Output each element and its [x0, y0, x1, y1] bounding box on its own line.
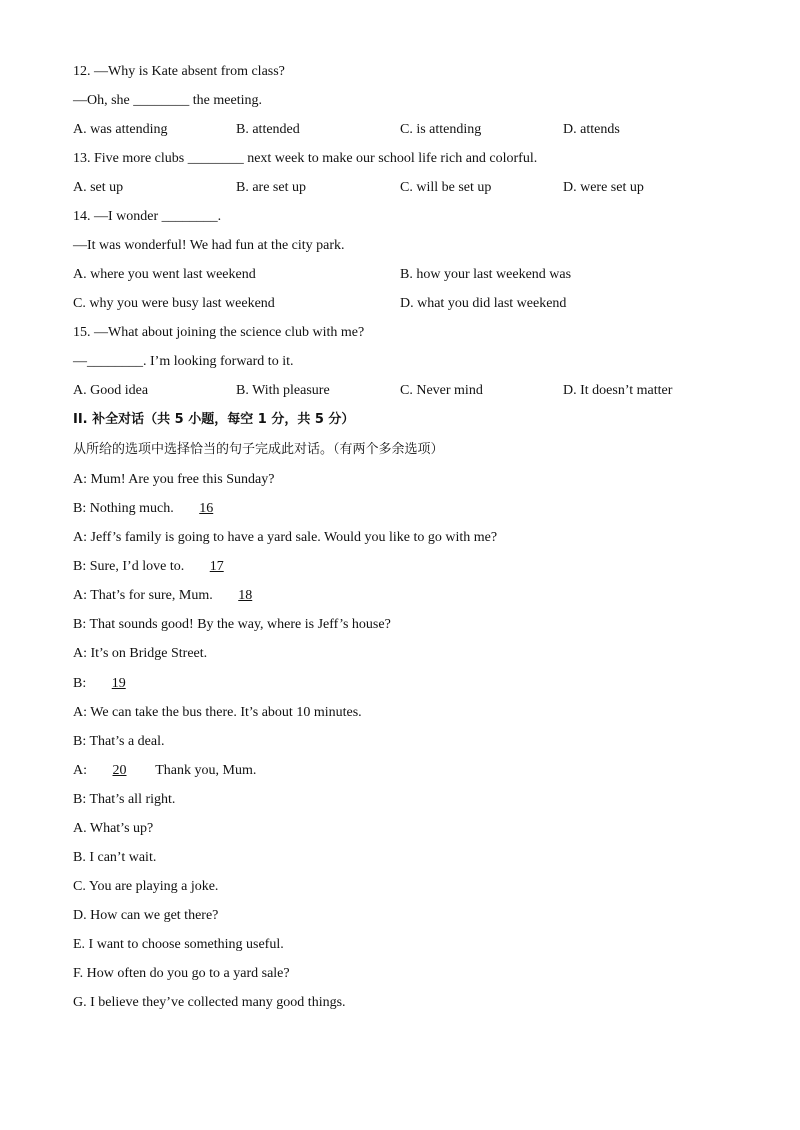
- q14-option-c: C. why you were busy last weekend: [73, 296, 275, 311]
- answer-blank-17: 17: [209, 559, 224, 574]
- dialogue-line: [73, 790, 175, 810]
- q12-option-d: D. attends: [563, 122, 620, 137]
- dialogue-text: A: We can take the bus there. It’s about 10 minutes.: [73, 705, 362, 720]
- dialogue-text: A: That’s for sure, Mum.: [73, 588, 217, 603]
- choice-e: E. I want to choose something useful.: [73, 937, 284, 952]
- q12-option-c: C. is attending: [400, 122, 482, 137]
- choice-c: C. You are playing a joke.: [73, 879, 219, 894]
- q12-reply: —Oh, she ________ the meeting.: [73, 93, 262, 108]
- q15-stem: 15. —What about joining the science club with me?: [73, 325, 365, 340]
- answer-blank-19: 19: [111, 676, 126, 691]
- q13-option-b: B. are set up: [236, 180, 306, 195]
- answer-blank-18: 18: [238, 588, 253, 603]
- dialogue-line: [73, 732, 165, 752]
- choice-f: F. How often do you go to a yard sale?: [73, 966, 290, 981]
- q14-option-d: D. what you did last weekend: [400, 296, 567, 311]
- section-title: II. 补全对话（共 5 小题，每空 1 分，共 5 分）: [73, 412, 355, 427]
- q13-option-a: A. set up: [73, 180, 124, 195]
- choice-a: A. What’s up?: [73, 821, 154, 836]
- q14-stem: 14. —I wonder ________.: [73, 209, 222, 224]
- dialogue-text: Thank you, Mum.: [148, 763, 257, 778]
- q12-option-b: B. attended: [236, 122, 300, 137]
- choice-b: B. I can’t wait.: [73, 850, 157, 865]
- dialogue-line: [73, 761, 256, 781]
- dialogue-text: A: It’s on Bridge Street.: [73, 646, 208, 661]
- dialogue-text: B:: [73, 676, 90, 691]
- dialogue-text: A: Mum! Are you free this Sunday?: [73, 472, 275, 487]
- dialogue-text: A:: [73, 763, 91, 778]
- dialogue-line: [73, 674, 148, 694]
- dialogue-line: [73, 557, 246, 577]
- dialogue-text: B: That’s all right.: [73, 792, 176, 807]
- q14-option-b: B. how your last weekend was: [400, 267, 572, 282]
- q14-option-a: A. where you went last weekend: [73, 267, 256, 282]
- q14-reply: —It was wonderful! We had fun at the city park.: [73, 238, 345, 253]
- q15-option-c: C. Never mind: [400, 383, 483, 398]
- dialogue-text: A: Jeff’s family is going to have a yard sale. Would you like to go with me?: [73, 530, 498, 545]
- answer-blank-16: 16: [199, 501, 214, 516]
- dialogue-text: B: That sounds good! By the way, where is Jeff’s house?: [73, 617, 391, 632]
- q15-option-a: A. Good idea: [73, 383, 149, 398]
- choice-d: D. How can we get there?: [73, 908, 219, 923]
- dialogue-text: B: Nothing much.: [73, 501, 178, 516]
- q12-stem: 12. —Why is Kate absent from class?: [73, 64, 285, 79]
- answer-blank-20: 20: [112, 763, 127, 778]
- q15-option-d: D. It doesn’t matter: [563, 383, 673, 398]
- q13-stem: 13. Five more clubs ________ next week to make our school life rich and colorful.: [73, 151, 538, 166]
- q15-option-b: B. With pleasure: [236, 383, 330, 398]
- q13-option-d: D. were set up: [563, 180, 644, 195]
- dialogue-line: [73, 470, 274, 490]
- q13-option-c: C. will be set up: [400, 180, 492, 195]
- dialogue-line: [73, 644, 207, 664]
- q12-option-a: A. was attending: [73, 122, 168, 137]
- dialogue-line: [73, 586, 274, 606]
- dialogue-line: [73, 703, 362, 723]
- dialogue-text: B: Sure, I’d love to.: [73, 559, 188, 574]
- dialogue-line: [73, 615, 391, 635]
- dialogue-line: [73, 499, 235, 519]
- choice-g: G. I believe they’ve collected many good things.: [73, 995, 346, 1010]
- q15-reply: —________. I’m looking forward to it.: [73, 354, 294, 369]
- dialogue-text: B: That’s a deal.: [73, 734, 165, 749]
- section-instruction: 从所给的选项中选择恰当的句子完成此对话。（有两个多余选项）: [73, 442, 444, 457]
- dialogue-line: [73, 528, 497, 548]
